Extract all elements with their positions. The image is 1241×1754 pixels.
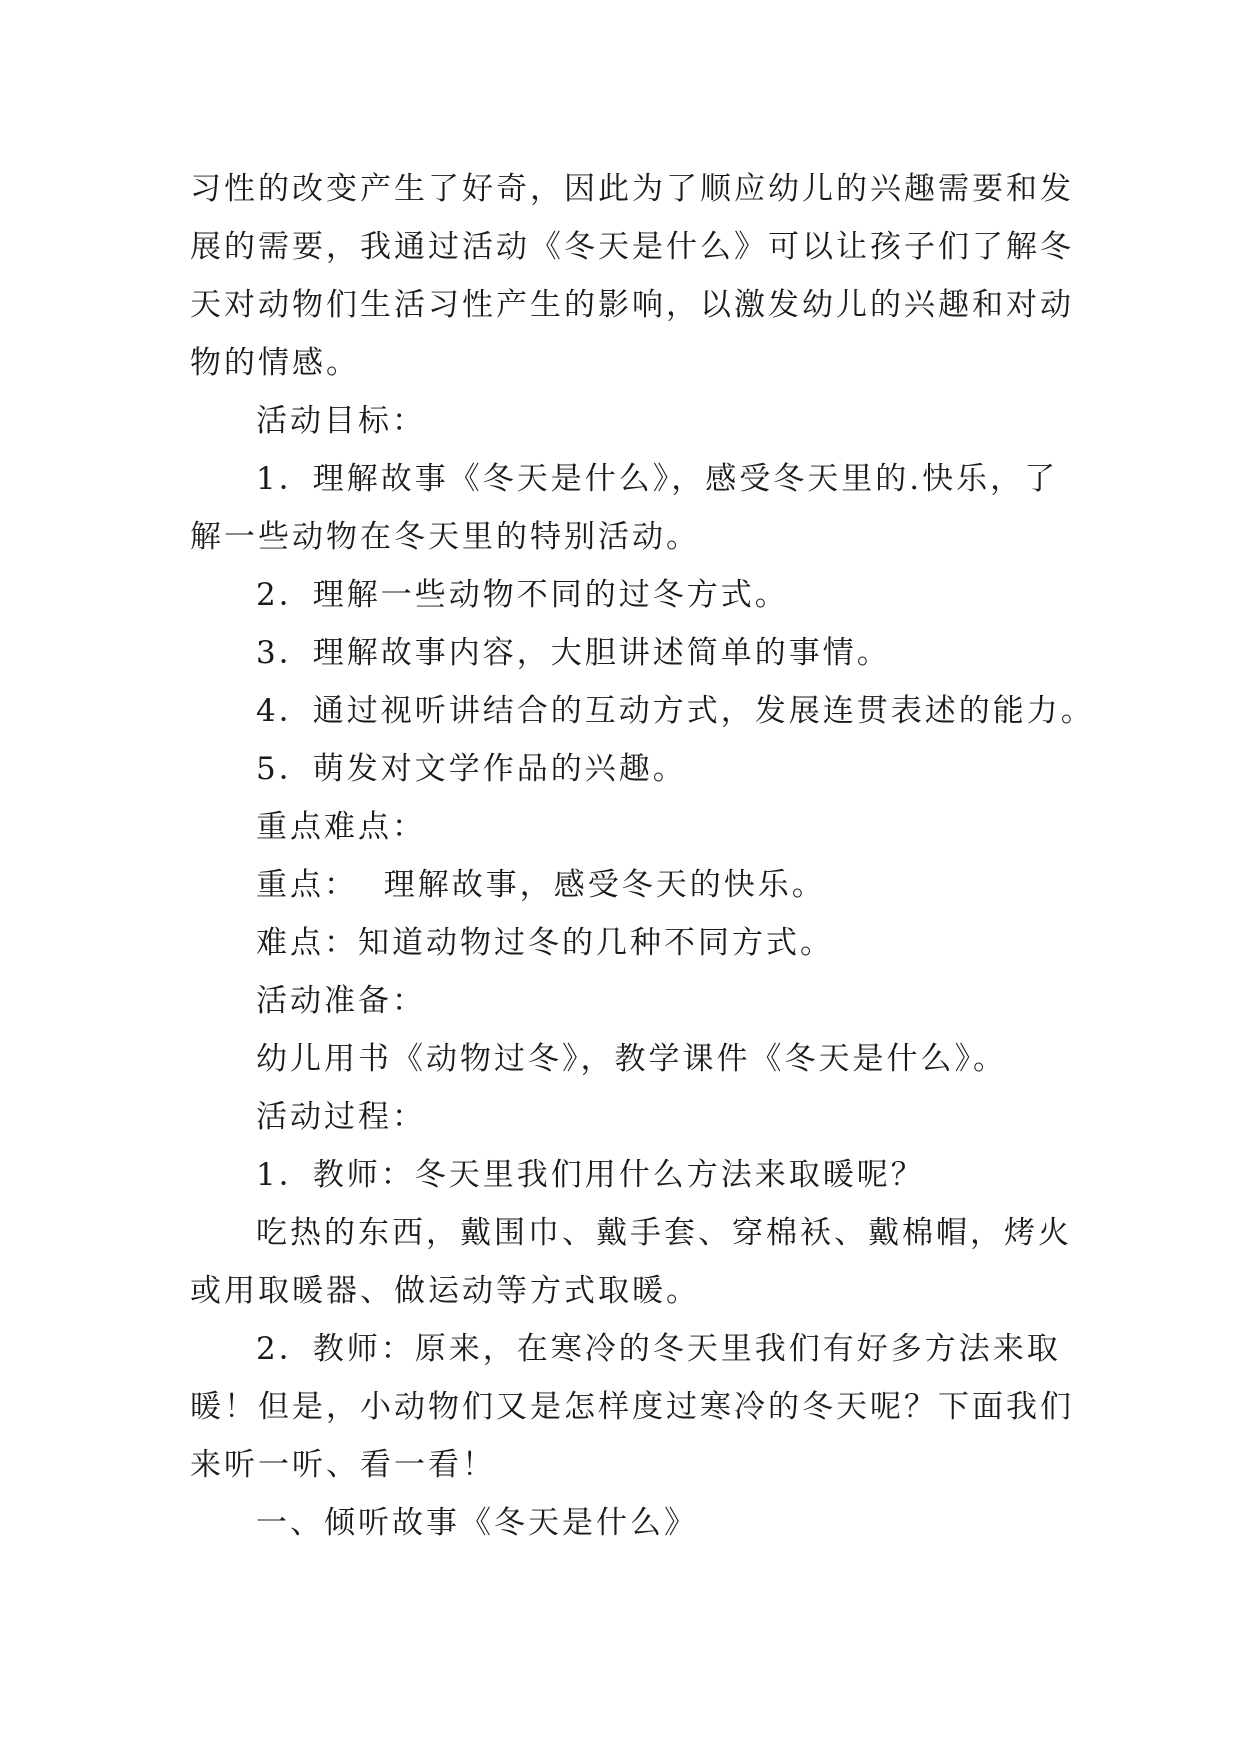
text-line: 习性的改变产生了好奇，因此为了顺应幼儿的兴趣需要和发 [190, 171, 1074, 207]
section-heading-goals: 活动目标： [256, 403, 426, 439]
process-step-1: 1．教师：冬天里我们用什么方法来取暖呢？ [256, 1157, 925, 1193]
preparation-text: 幼儿用书《动物过冬》，教学课件《冬天是什么》。 [256, 1041, 1007, 1077]
section-heading-key-points: 重点难点： [256, 809, 426, 845]
text-line: 吃热的东西，戴围巾、戴手套、穿棉袄、戴棉帽，烤火 [256, 1215, 1072, 1251]
text-line: 解一些动物在冬天里的特别活动。 [190, 519, 700, 555]
text-line: 暖！但是，小动物们又是怎样度过寒冷的冬天呢？下面我们 [190, 1389, 1074, 1425]
goal-item-5: 5．萌发对文学作品的兴趣。 [256, 751, 687, 787]
goal-item-4: 4．通过视听讲结合的互动方式，发展连贯表述的能力。 [256, 693, 1095, 729]
process-step-2: 2．教师：原来，在寒冷的冬天里我们有好多方法来取 [256, 1331, 1061, 1367]
section-heading-story: 一、倾听故事《冬天是什么》 [256, 1505, 698, 1541]
text-line: 天对动物们生活习性产生的影响，以激发幼儿的兴趣和对动 [190, 287, 1074, 323]
section-heading-preparation: 活动准备： [256, 983, 426, 1019]
text-line: 来听一听、看一看！ [190, 1447, 496, 1483]
goal-item-2: 2．理解一些动物不同的过冬方式。 [256, 577, 789, 613]
text-line: 或用取暖器、做运动等方式取暖。 [190, 1273, 700, 1309]
text-line: 物的情感。 [190, 345, 360, 381]
goal-item-1: 1．理解故事《冬天是什么》，感受冬天里的.快乐，了 [256, 461, 1059, 497]
document-body [190, 160, 1095, 1552]
key-point: 重点： 理解故事，感受冬天的快乐。 [256, 867, 826, 903]
difficult-point: 难点：知道动物过冬的几种不同方式。 [256, 925, 834, 961]
section-heading-process: 活动过程： [256, 1099, 426, 1135]
goal-item-3: 3．理解故事内容，大胆讲述简单的事情。 [256, 635, 891, 671]
text-line: 展的需要，我通过活动《冬天是什么》可以让孩子们了解冬 [190, 229, 1074, 265]
